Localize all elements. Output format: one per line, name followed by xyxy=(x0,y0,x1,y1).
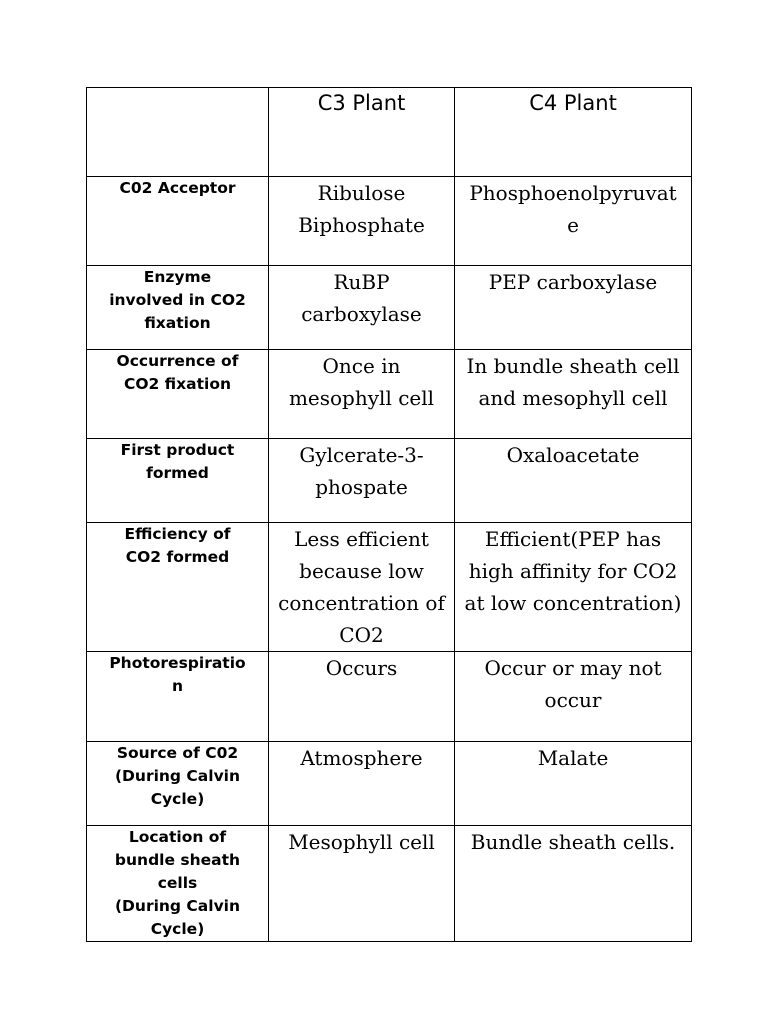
c4-plant-header: C4 Plant xyxy=(529,91,617,115)
c4-value: PEP carboxylase xyxy=(488,270,658,294)
row-label-cell xyxy=(87,266,269,350)
row-label: Efficiency of CO2 formed xyxy=(124,525,231,566)
c4-value-cell xyxy=(455,266,692,350)
row-label: Occurrence of CO2 fixation xyxy=(116,352,239,393)
c3-value-cell xyxy=(269,177,455,266)
table-row xyxy=(87,742,692,826)
row-label-cell xyxy=(87,523,269,652)
table-row xyxy=(87,266,692,350)
c3-value: Once in mesophyll cell xyxy=(288,354,435,410)
c4-value-cell xyxy=(455,652,692,742)
header-cell-empty xyxy=(87,88,269,177)
c3-value-cell xyxy=(269,439,455,523)
table-row xyxy=(87,177,692,266)
row-label: Location of bundle sheath cells (During Calvin Cycle) xyxy=(114,828,241,938)
c4-value: Malate xyxy=(537,746,609,770)
row-label-cell xyxy=(87,177,269,266)
c3-value-cell xyxy=(269,652,455,742)
c3-value: RuBP carboxylase xyxy=(301,270,422,326)
table-header-row xyxy=(87,88,692,177)
row-label: C02 Acceptor xyxy=(119,179,236,197)
c4-value-cell xyxy=(455,350,692,439)
row-label: Enzyme involved in CO2 fixation xyxy=(109,268,246,332)
c4-value-cell xyxy=(455,826,692,942)
c3-value-cell xyxy=(269,826,455,942)
c3-value-cell xyxy=(269,523,455,652)
table-row xyxy=(87,350,692,439)
c3-value-cell xyxy=(269,742,455,826)
table-row xyxy=(87,439,692,523)
c4-value: Oxaloacetate xyxy=(506,443,640,467)
row-label: Photorespiratio n xyxy=(109,654,246,695)
c3-value: Gylcerate-3- phospate xyxy=(299,443,424,499)
c3-value-cell xyxy=(269,350,455,439)
c4-value: In bundle sheath cell and mesophyll cell xyxy=(466,354,680,410)
c3-value: Atmosphere xyxy=(300,746,423,770)
c3-c4-comparison-table xyxy=(86,87,692,942)
header-cell-c3 xyxy=(269,88,455,177)
c4-value: Occur or may not occur xyxy=(484,656,662,712)
c4-value-cell xyxy=(455,439,692,523)
c3-value: Ribulose Biphosphate xyxy=(298,181,425,237)
row-label: Source of C02 (During Calvin Cycle) xyxy=(114,744,241,808)
table-row xyxy=(87,826,692,942)
c4-value: Phosphoenolpyruvat e xyxy=(469,181,677,237)
c3-value: Mesophyll cell xyxy=(288,830,435,854)
c4-value: Bundle sheath cells. xyxy=(470,830,676,854)
row-label-cell xyxy=(87,652,269,742)
row-label-cell xyxy=(87,826,269,942)
c4-value: Efficient(PEP has high affinity for CO2 at low concentration) xyxy=(464,527,682,615)
c3-value-cell xyxy=(269,266,455,350)
header-cell-c4 xyxy=(455,88,692,177)
c3-value: Less efficient because low concentration of CO2 xyxy=(278,527,445,647)
row-label-cell xyxy=(87,439,269,523)
c4-value-cell xyxy=(455,177,692,266)
c3-value: Occurs xyxy=(325,656,398,680)
c4-value-cell xyxy=(455,523,692,652)
table-row xyxy=(87,523,692,652)
table-row xyxy=(87,652,692,742)
c3-plant-header: C3 Plant xyxy=(317,91,406,115)
c4-value-cell xyxy=(455,742,692,826)
row-label-cell xyxy=(87,742,269,826)
row-label: First product formed xyxy=(120,441,235,482)
row-label-cell xyxy=(87,350,269,439)
